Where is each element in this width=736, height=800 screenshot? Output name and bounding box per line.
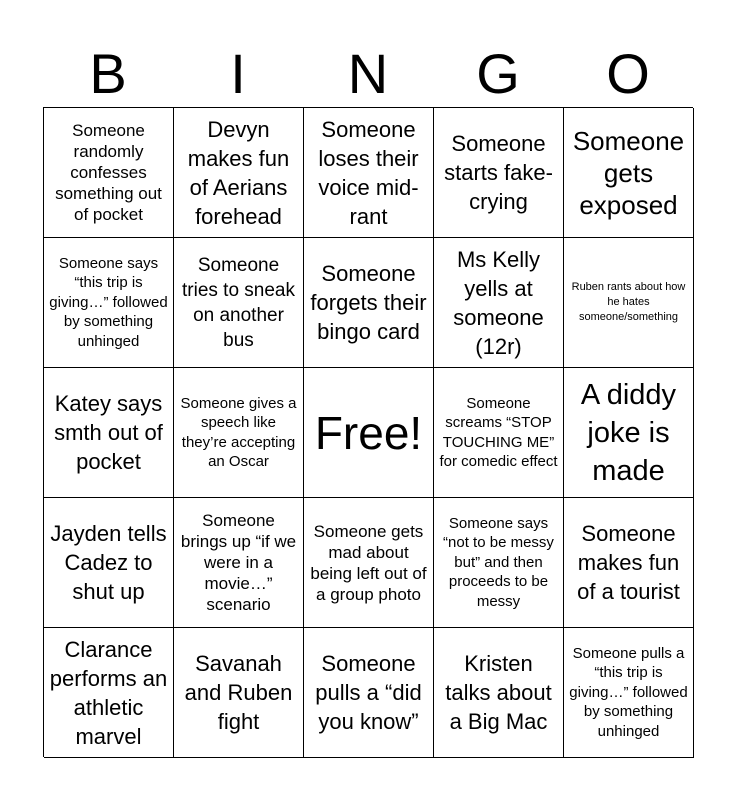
bingo-grid	[43, 107, 693, 757]
header-letter-b: B	[89, 42, 127, 105]
header-letter-i: I	[230, 42, 246, 105]
bingo-cell[interactable]: Someone screams “STOP TOUCHING ME” for comedic effect	[434, 368, 564, 498]
bingo-cell[interactable]: Jayden tells Cadez to shut up	[44, 498, 174, 628]
bingo-cell[interactable]: Ms Kelly yells at someone (12r)	[434, 238, 564, 368]
header-letter-o: O	[606, 42, 650, 105]
bingo-cell[interactable]: Savanah and Ruben fight	[174, 628, 304, 758]
bingo-cell[interactable]: Someone gives a speech like they’re accepting an Oscar	[174, 368, 304, 498]
bingo-cell[interactable]: Someone gets mad about being left out of a group photo	[304, 498, 434, 628]
header-letter-n: N	[347, 42, 389, 105]
bingo-cell[interactable]: Someone tries to sneak on another bus	[174, 238, 304, 368]
bingo-cell[interactable]: Someone makes fun of a tourist	[564, 498, 694, 628]
bingo-cell[interactable]: Someone pulls a “this trip is giving…” followed by something unhinged	[564, 628, 694, 758]
bingo-cell[interactable]: Ruben rants about how he hates someone/something	[564, 238, 694, 368]
bingo-header	[43, 40, 693, 108]
bingo-cell[interactable]: Someone forgets their bingo card	[304, 238, 434, 368]
bingo-cell[interactable]: Someone pulls a “did you know”	[304, 628, 434, 758]
bingo-cell[interactable]: Someone gets exposed	[564, 108, 694, 238]
bingo-cell[interactable]: Someone randomly confesses something out of pocket	[44, 108, 174, 238]
bingo-cell[interactable]: Devyn makes fun of Aerians forehead	[174, 108, 304, 238]
bingo-cell[interactable]: Clarance performs an athletic marvel	[44, 628, 174, 758]
bingo-cell[interactable]: Someone says “not to be messy but” and then proceeds to be messy	[434, 498, 564, 628]
header-letter-g: G	[476, 42, 520, 105]
bingo-cell[interactable]: Kristen talks about a Big Mac	[434, 628, 564, 758]
bingo-cell[interactable]: Someone starts fake-crying	[434, 108, 564, 238]
bingo-cell[interactable]: Someone brings up “if we were in a movie…” scenario	[174, 498, 304, 628]
bingo-cell[interactable]: Someone loses their voice mid-rant	[304, 108, 434, 238]
bingo-cell[interactable]: A diddy joke is made	[564, 368, 694, 498]
free-space-cell[interactable]: Free!	[304, 368, 434, 498]
bingo-cell[interactable]: Someone says “this trip is giving…” followed by something unhinged	[44, 238, 174, 368]
bingo-cell[interactable]: Katey says smth out of pocket	[44, 368, 174, 498]
